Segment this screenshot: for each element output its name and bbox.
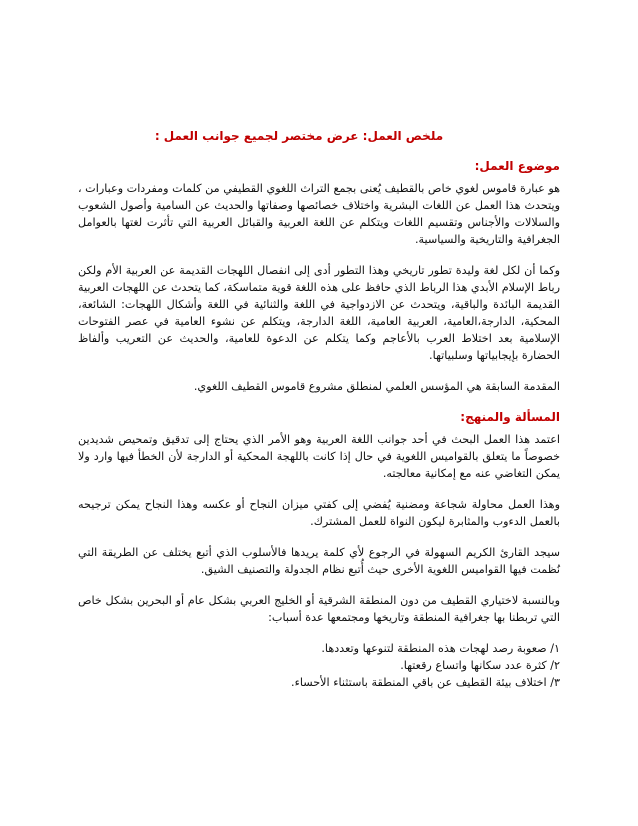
method-paragraph-4: وبالنسبة لاختياري القطيف من دون المنطقة الشرقية أو الخليج العربي بشكل عام أو البحرين بشكل خاص التي تربطنا بها جغرافية المنطقة وتاريخها ومجتمعها عدة أسباب: bbox=[78, 594, 560, 624]
topic-paragraph-3: المقدمة السابقة هي المؤسس العلمي لمنطلق مشروع قاموس القطيف اللغوي. bbox=[193, 380, 560, 393]
topic-heading: موضوع العمل: bbox=[474, 159, 560, 173]
method-heading: المسألة والمنهج: bbox=[460, 410, 560, 424]
reason-item-3: ٣/ اختلاف بيئة القطيف عن باقي المنطقة باستثناء الأحساء. bbox=[291, 676, 560, 689]
document-title: ملخص العمل: عرض مختصر لجميع جوانب العمل : bbox=[154, 129, 444, 143]
reason-item-1: ١/ صعوبة رصد لهجات هذه المنطقة لتنوعها وتعددها. bbox=[321, 642, 560, 655]
document-page bbox=[78, 128, 560, 691]
reasons-list bbox=[78, 640, 560, 691]
method-paragraph-3: سيجد القارئ الكريم السهولة في الرجوع لأي كلمة يريدها فالأسلوب الذي أتبع يختلف عن الطريقة التي نُظمت فيها القواميس اللغوية الأخرى حيث أُتبع نظام الجدولة والتصنيف الشيق. bbox=[78, 546, 560, 576]
topic-paragraph-2: وكما أن لكل لغة وليدة تطور تاريخي وهذا التطور أدى إلى انفصال اللهجات القديمة عن العربية الأم ولكن رباط الإسلام الأبدي هذا الرباط الذي حافظ على هذه اللغة قوية متماسكة، كما يتحدث عن اللهجات العربية القديمة البائدة والباقية، ويتحدث عن الازدواجية في اللغة والثنائية في اللغة وأشكال اللهجات: الشائعة، المحكية، الدارجة،العامية، العربية العامية، اللغة الدارجة، ويتكلم عن نشوء العامية في عصر الفتوحات الإسلامية بعد اختلاط العرب بالأعاجم وكما يتكلم عن الدعوة للعامية، والحديث عن التعريب وألفاظ الحضارة بإيجابياتها وسلبياتها. bbox=[78, 264, 560, 362]
method-paragraph-1: اعتمد هذا العمل البحث في أحد جوانب اللغة العربية وهو الأمر الذي يحتاج إلى تدقيق وتمحيص شديدين خصوصاً ما يتعلق بالقواميس اللغوية في حال إذا كانت باللهجة المحكية أو الدارجة لأن الخطأ فيها وارد ولا يمكن التغاضي عنه مع إمكانية معالجته. bbox=[78, 433, 560, 480]
topic-paragraph-1: هو عبارة قاموس لغوي خاص بالقطيف يُعنى بجمع التراث اللغوي القطيفي من كلمات ومفردات وعبارات ، ويتحدث هذا العمل عن اللغات البشرية واختلاف خصائصها وصفاتها والحديث عن السامية وأصول الشعوب والسلالات والأجناس وتقسيم اللغات ويتكلم عن اللغة العربية والقبائل العربية التي تأثرت لغتها بالعوامل الجغرافية والتاريخية والسياسية. bbox=[78, 182, 560, 246]
method-paragraph-2: وهذا العمل محاولة شجاعة ومضنية يُفضي إلى كفتي ميزان النجاح أو عكسه وهذا النجاح يمكن ترجيحه بالعمل الدءوب والمثابرة ليكون النواة للعمل المشترك. bbox=[78, 498, 560, 528]
reason-item-2: ٢/ كثرة عدد سكانها واتساع رقعتها. bbox=[400, 659, 560, 672]
